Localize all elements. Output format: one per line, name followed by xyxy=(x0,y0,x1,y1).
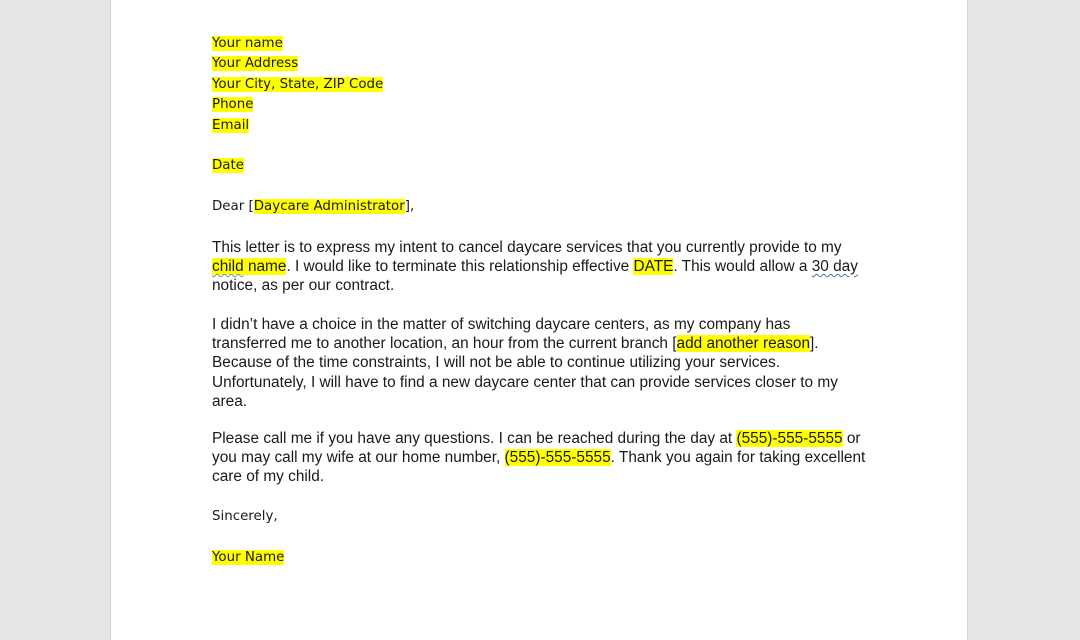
phone-placeholder-1: (555)-555-5555 xyxy=(736,430,843,447)
thirty-day-text: 30 day xyxy=(811,258,858,276)
paragraph-2-line-4: Unfortunately, I will have to find a new daycare center that can provide services closer to my xyxy=(212,373,838,391)
paragraph-3-line-3: care of my child. xyxy=(212,468,325,486)
sender-email: Email xyxy=(212,117,250,133)
document-page[interactable] xyxy=(110,0,968,640)
salutation-recipient: Daycare Administrator xyxy=(253,199,405,214)
closing xyxy=(212,507,278,527)
sincerely-text: Sincerely, xyxy=(212,509,278,524)
date-line xyxy=(212,156,244,176)
signature-name: Your Name xyxy=(212,550,285,565)
paragraph-1-line-1: This letter is to express my intent to cancel daycare services that you currently provide to my xyxy=(212,239,842,256)
paragraph-3: Please call me if you have any questions. I can be reached during the day at (555)-555-5555 or you may call my wife at our home number, (555)-555-5555. Thank you again for taking excellent care of my child. xyxy=(212,430,866,486)
paragraph-2-line-5: area. xyxy=(212,392,248,410)
paragraph-2: I didn’t have a choice in the matter of switching daycare centers, as my company has transferred me to another location, an hour from the current branch [add another reason]. Because of the time constraints, I will not be able to continue utilizing your services. Unfortunately, I will have to find a new daycare center that can provide services closer to my area. xyxy=(212,316,838,410)
salutation xyxy=(212,197,414,217)
child-placeholder: child xyxy=(212,258,244,276)
reason-placeholder: add another reason xyxy=(676,335,811,353)
paragraph-2-line-3: Because of the time constraints, I will not be able to continue utilizing your services. xyxy=(212,354,781,372)
salutation-suffix: ], xyxy=(404,199,415,214)
sender-phone: Phone xyxy=(212,97,254,113)
paragraph-1-line-3: notice, as per our contract. xyxy=(212,277,395,295)
sender-name: Your name xyxy=(212,36,283,51)
phone-placeholder-2: (555)-555-5555 xyxy=(504,449,611,467)
sender-address: Your Address xyxy=(212,56,299,72)
salutation-prefix: Dear [ xyxy=(212,199,254,214)
signature-block xyxy=(212,548,284,568)
paragraph-1: This letter is to express my intent to cancel daycare services that you currently provide to my child name. I would like to terminate this relationship effective DATE. This would allow a 30 day notice, as per our contract. xyxy=(212,239,858,295)
date-placeholder: DATE xyxy=(633,258,674,276)
paragraph-2-line-1: I didn’t have a choice in the matter of switching daycare centers, as my company has xyxy=(212,316,791,333)
name-placeholder: name xyxy=(247,258,287,276)
sender-block xyxy=(212,34,383,136)
sender-city-state-zip: Your City, State, ZIP Code xyxy=(212,76,384,92)
letter-date: Date xyxy=(212,158,245,173)
paragraph-1-line-2: . I would like to terminate this relationship effective xyxy=(286,258,634,276)
